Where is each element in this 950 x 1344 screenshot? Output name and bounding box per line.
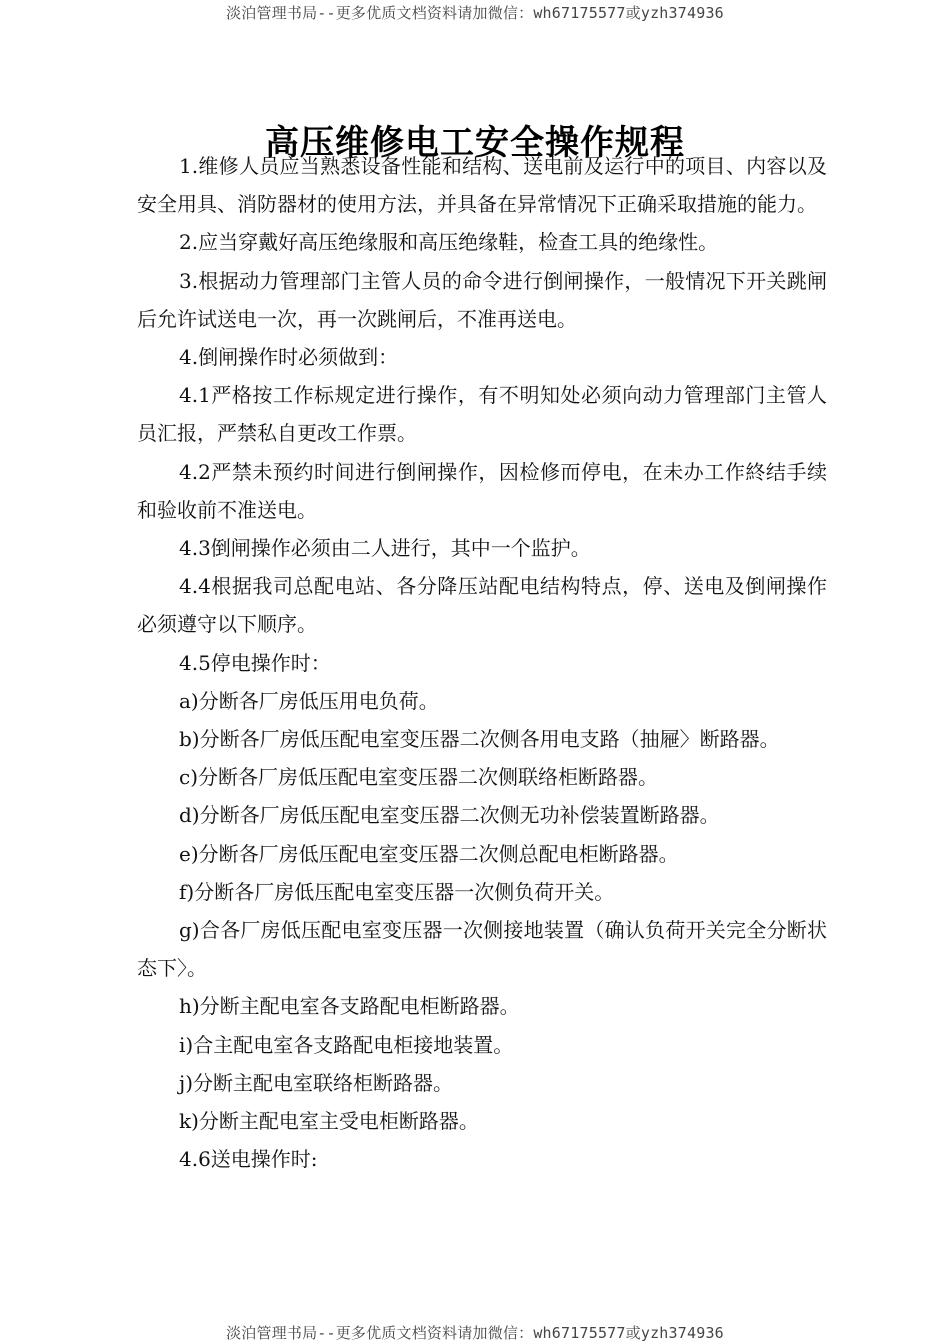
step-k: k)分断主配电室主受电柜断路器。 [179, 1109, 479, 1134]
step-j: j)分断主配电室联络柜断路器。 [179, 1070, 454, 1095]
paragraph-4: 4.倒闸操作时必须做到： [179, 345, 399, 370]
step-d: d)分断各厂房低压配电室变压器二次侧无功补偿装置断路器。 [179, 803, 720, 828]
step-b: b)分断各厂房低压配电室变压器二次侧各用电支路（抽屜〉断路器。 [179, 727, 780, 752]
header-watermark: 淡泊管理书局--更多优质文档资料请加微信：wh67175577或yzh374936 [226, 4, 724, 22]
paragraph-1: 1.维修人员应当熟悉设备性能和结构、送电前及运行中的项目、内容以及安全用具、消防器材的使用方法，并具备在异常情况下正确采取措施的能力。 [137, 154, 827, 217]
paragraph-2: 2.应当穿戴好高压绝缘服和高压绝缘鞋，检查工具的绝缘性。 [179, 230, 719, 255]
step-f: f)分断各厂房低压配电室变压器一次侧负荷开关。 [179, 879, 615, 904]
document-body [137, 147, 827, 1178]
document-title: 高压维修电工安全操作规程 [265, 122, 685, 163]
paragraph-4-4: 4.4根据我司总配电站、各分降压站配电结构特点，停、送电及倒闸操作必须遵守以下顺序。 [137, 574, 827, 637]
step-a: a)分断各厂房低压用电负荷。 [179, 688, 439, 713]
step-e: e)分断各厂房低压配电室变压器二次侧总配电柜断路器。 [179, 841, 679, 866]
paragraph-4-1: 4.1严格按工作标规定进行操作，有不明知处必须向动力管理部门主管人员汇报，严禁私自更改工作票。 [137, 383, 827, 446]
footer-watermark: 淡泊管理书局--更多优质文档资料请加微信：wh67175577或yzh374936 [226, 1324, 724, 1342]
paragraph-4-6: 4.6送电操作时: [179, 1147, 318, 1172]
paragraph-3: 3.根据动力管理部门主管人员的命令进行倒闸操作，一般情况下开关跳闸后允许试送电一次，再一次跳闸后，不准再送电。 [137, 268, 827, 331]
step-h: h)分断主配电室各支路配电柜断路器。 [179, 994, 520, 1019]
step-c: c)分断各厂房低压配电室变压器二次侧联络柜断路器。 [179, 765, 659, 790]
paragraph-4-5: 4.5停电操作时： [179, 650, 331, 675]
step-i: i)合主配电室各支路配电柜接地装置。 [179, 1032, 514, 1057]
paragraph-4-2: 4.2严禁未预约时间进行倒闸操作，因检修而停电，在未办工作終结手续和验收前不准送电。 [137, 459, 827, 522]
paragraph-4-3: 4.3倒闸操作必须由二人进行，其中一个监护。 [179, 536, 591, 561]
step-g: g)合各厂房低压配电室变压器一次侧接地装置（确认负荷开关完全分断状态下〉。 [137, 918, 827, 981]
